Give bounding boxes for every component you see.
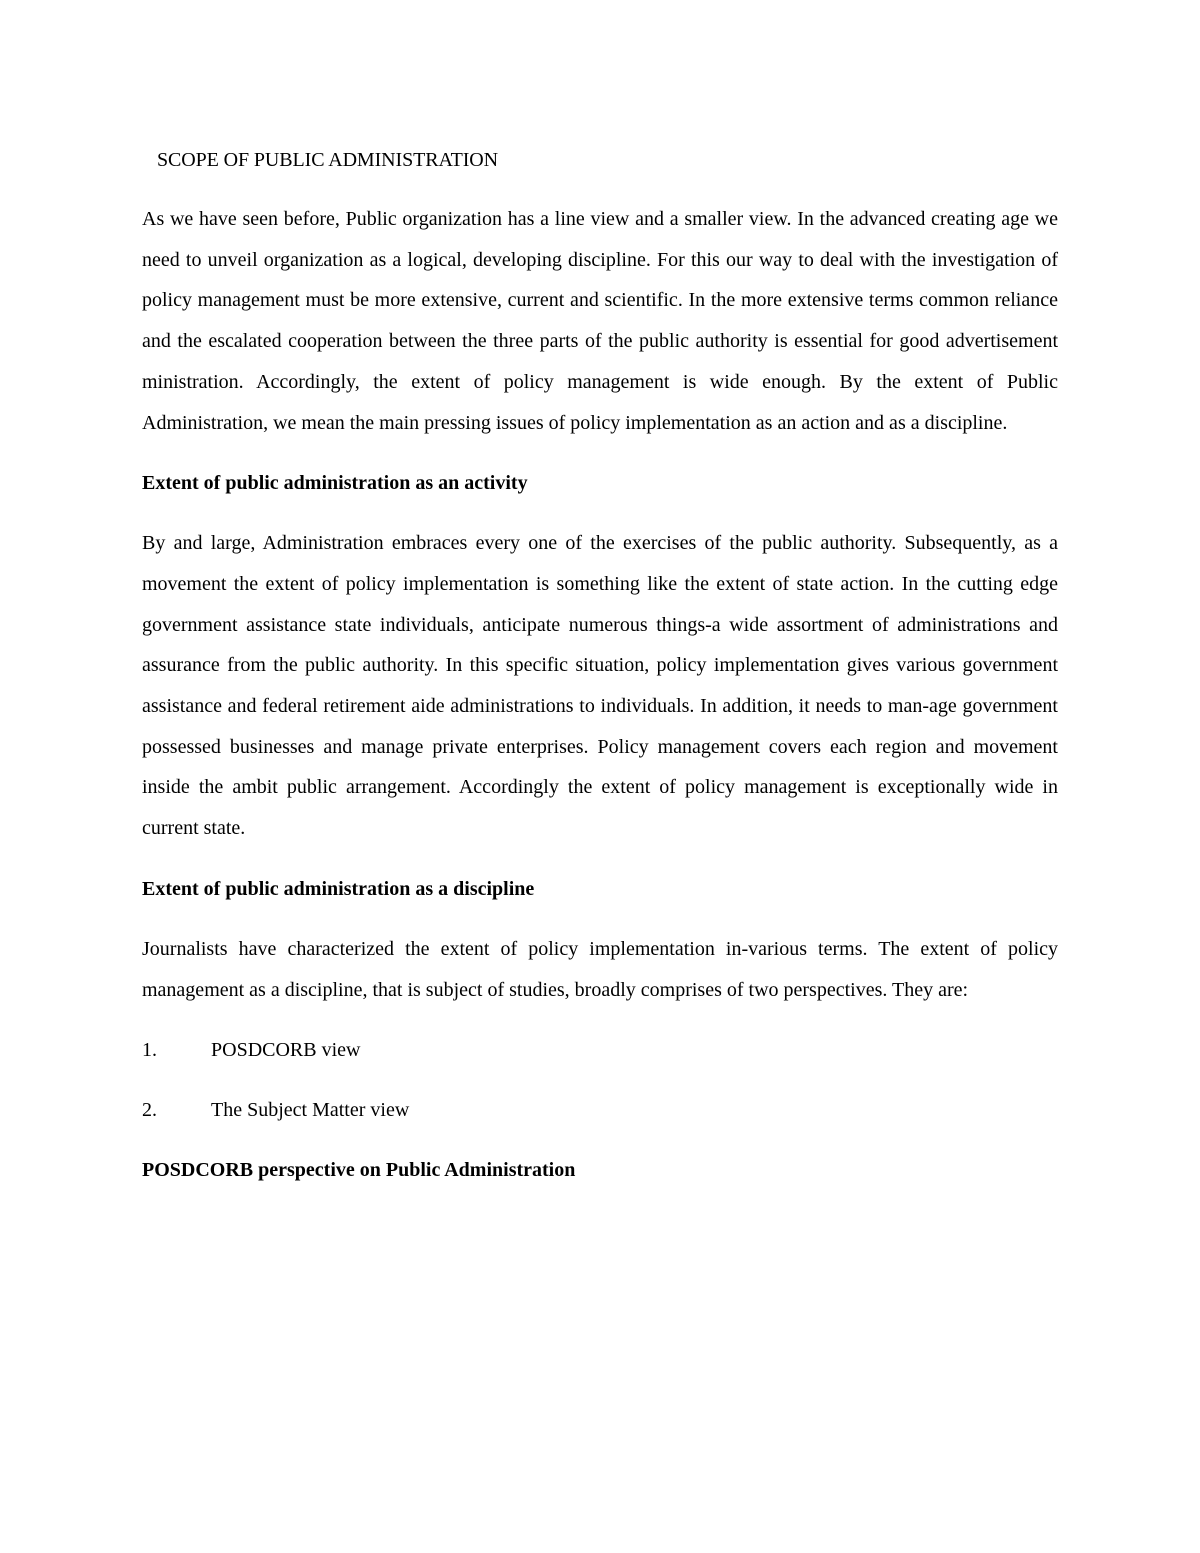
discipline-paragraph: Journalists have characterized the extent of policy implementation in-various terms. The extent of policy management as a discipline, that is subject of studies, broadly comprises of two perspectives. They are:	[142, 937, 1058, 1001]
section-heading-discipline: Extent of public administration as a discipline	[142, 877, 535, 900]
document-content	[142, 143, 1058, 1190]
list-text: POSDCORB view	[211, 1039, 361, 1062]
list-item	[142, 1030, 1058, 1070]
list-number: 1.	[142, 1039, 157, 1062]
activity-paragraph: By and large, Administration embraces every one of the exercises of the public authority. Subsequently, as a movement the extent of policy implementation is something like the extent of state action. In the cutting edge government assistance state individuals, anticipate numerous things-a wide assortment of administrations and assurance from the public authority. In this specific situation, policy implementation gives various government assistance and federal retirement aide administrations to individuals. In addition, it needs to man-age government possessed businesses and manage private enterprises. Policy management covers each region and movement inside the ambit public arrangement. Accordingly the extent of policy management is exceptionally wide in current state.	[142, 532, 1058, 840]
section-heading-activity: Extent of public administration as an activity	[142, 472, 528, 495]
section-heading-posdcorb: POSDCORB perspective on Public Administration	[142, 1159, 576, 1182]
intro-paragraph: As we have seen before, Public organization has a line view and a smaller view. In the advanced creating age we need to unveil organization as a logical, developing discipline. For this our way to deal with the investigation of policy management must be more extensive, current and scientific. In the more extensive terms common reliance and the escalated cooperation between the three parts of the public authority is essential for good advertisement ministration. Accordingly, the extent of policy management is wide enough. By the extent of Public Administration, we mean the main pressing issues of policy implementation as an action and as a discipline.	[142, 208, 1058, 434]
list-text: The Subject Matter view	[211, 1099, 410, 1122]
document-title: SCOPE OF PUBLIC ADMINISTRATION	[157, 149, 498, 171]
list-item	[142, 1090, 1058, 1130]
list-number: 2.	[142, 1099, 157, 1122]
